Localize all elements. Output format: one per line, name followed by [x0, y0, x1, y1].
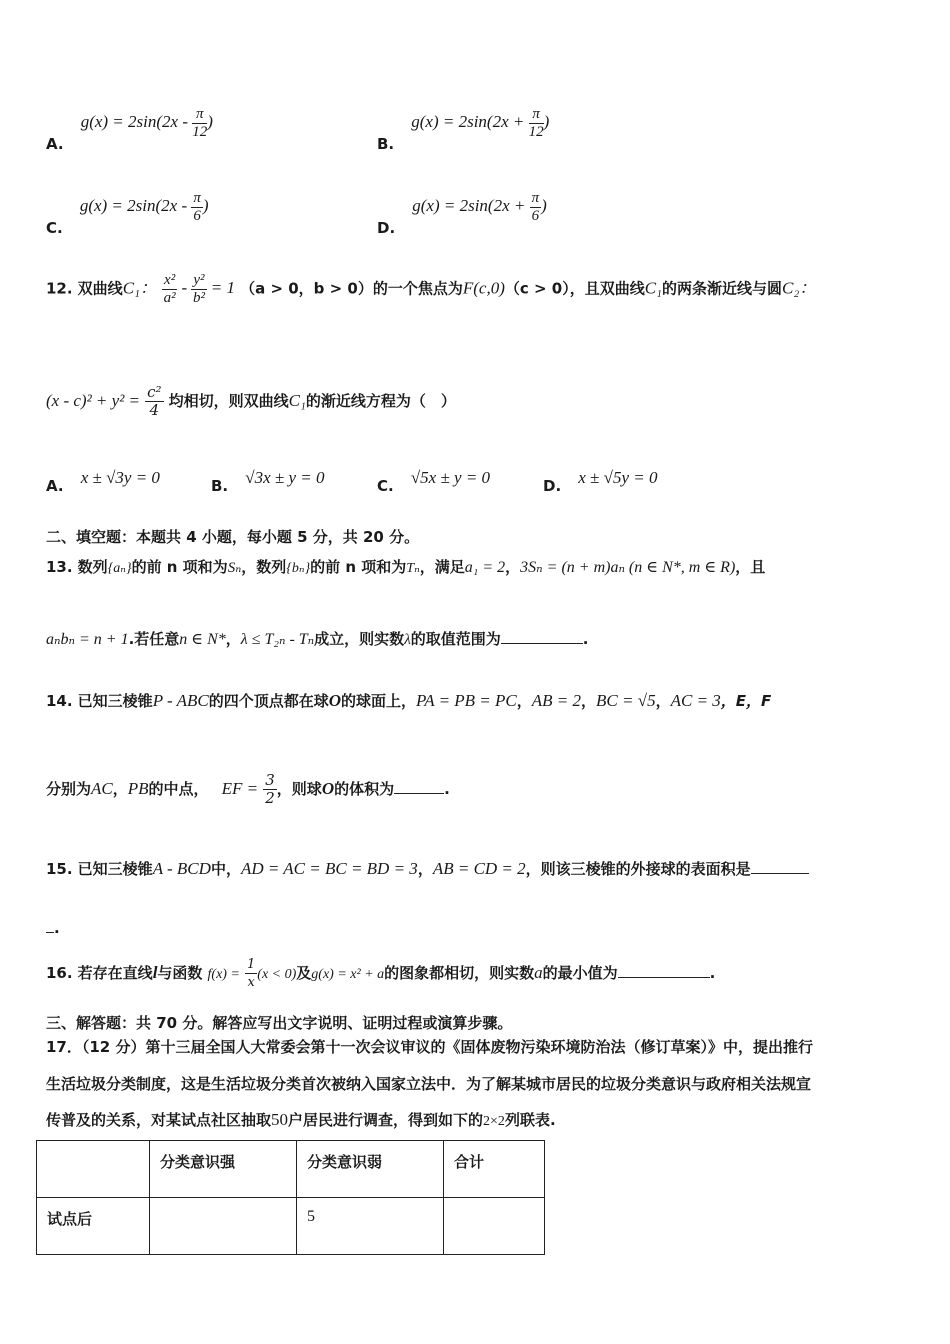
hyperbola-equation: $\frac{\text{x²}}{\text{a²}}$ - $\frac{\text{y²}}{\text{b²}}$ = 1: [163, 272, 235, 306]
q17-line2: 生活垃圾分类制度，这是生活垃圾分类首次被纳入国家立法中．为了解某城市居民的垃圾分类意识与政府相关法规宣: [46, 1075, 812, 1093]
table-cell: 试点后: [37, 1198, 150, 1255]
option-formula: g(x) = 2sin(2x + $\frac{\pi}{6}$ ): [412, 190, 547, 224]
option-label: D.: [377, 219, 396, 238]
q12-line2: [46, 384, 456, 419]
hyperbola-name: C₁：: [122, 278, 157, 298]
text: （a > 0，b > 0）的一个焦点为: [240, 279, 463, 298]
circle-radius-fraction: $\frac{\text{c²}}{4}$: [147, 383, 162, 419]
q12-option-b: B. √3x ± y = 0: [211, 468, 325, 495]
table-cell: [444, 1198, 545, 1255]
table-header-cell: 分类意识强: [150, 1141, 297, 1198]
circle-equation: (x - c)² + y² =: [46, 391, 141, 410]
answer-blank[interactable]: [618, 963, 710, 978]
answer-blank[interactable]: [501, 629, 583, 644]
q13-line2: aₙbₙ = n + 1.若任意n ∈ N*，λ ≤ T₂ₙ - Tₙ成立，则实数λ的取值范围为 .: [46, 630, 589, 648]
answer-blank-continued[interactable]: [46, 918, 54, 933]
q11-option-c: [46, 190, 209, 238]
text: （c > 0），且双曲线: [504, 279, 645, 298]
q12-option-c: C. √5x ± y = 0: [377, 468, 491, 495]
q11-option-b: [377, 106, 550, 154]
q17-line3: 传普及的关系，对某试点社区抽取50户居民进行调查，得到如下的2×2列联表.: [46, 1110, 556, 1129]
ef-fraction: $\frac{3}{2}$: [265, 771, 275, 807]
answer-blank[interactable]: [394, 779, 444, 794]
focus: F(c,0): [462, 278, 505, 298]
sequence-b: {bₙ}: [286, 561, 311, 576]
option-label: A.: [46, 135, 64, 154]
q11-option-a: [46, 106, 213, 154]
table-header-cell: 分类意识弱: [297, 1141, 444, 1198]
contingency-table: [36, 1140, 545, 1255]
text: 的渐近线方程为（ ）: [305, 392, 456, 410]
option-label: C.: [46, 219, 63, 238]
text: 均相切，则双曲线: [168, 392, 289, 410]
q12-option-a: A. x ± √3y = 0: [46, 468, 160, 495]
q13-line1: 13. 数列{aₙ}的前 n 项和为Sₙ，数列{bₙ}的前 n 项和为Tₙ，满足a₁ = 2，3Sₙ = (n + m)aₙ (n ∈ N*, m ∈ R)，且: [46, 558, 766, 576]
q15-line1: 15. 已知三棱锥A - BCD中，AD = AC = BC = BD = 3，AB = CD = 2，则该三棱锥的外接球的表面积是: [46, 858, 809, 879]
section-heading: 三、解答题：共 70 分。解答应写出文字说明、证明过程或演算步骤。: [46, 1014, 513, 1032]
table-row: [37, 1198, 545, 1255]
q12-option-d: D. x ± √5y = 0: [543, 468, 658, 495]
f-fraction: $\frac{1}{x}$: [247, 957, 256, 990]
q16-line1: 16. 若存在直线l与函数 f(x) = $\frac{1}{x}$ (x < 0)及g(x) = x² + a的图象都相切，则实数a的最小值为 .: [46, 957, 716, 990]
option-formula: g(x) = 2sin(2x - $\frac{\pi}{12}$ ): [80, 106, 213, 140]
table-header-cell: 合计: [444, 1141, 545, 1198]
question-number: 12.: [46, 279, 73, 298]
table-cell: 5: [297, 1198, 444, 1255]
table-cell: [150, 1198, 297, 1255]
q14-line2: 分别为AC，PB的中点， EF = $\frac{3}{2}$ ，则球O的体积为 .: [46, 771, 450, 807]
q12-line1: [46, 272, 816, 307]
text: 的两条渐近线与圆: [661, 279, 782, 298]
text: 双曲线: [77, 279, 123, 298]
option-label: B.: [377, 135, 395, 154]
q11-option-d: [377, 190, 547, 238]
circle-name: C₂：: [781, 278, 817, 298]
table-header-row: [37, 1141, 545, 1198]
q15-line2: .: [46, 918, 60, 937]
table-header-cell: [37, 1141, 150, 1198]
hyperbola-name: C₁: [644, 278, 662, 298]
answer-blank[interactable]: [751, 859, 809, 874]
q17-line1: 17．（12 分）第十三届全国人大常委会第十一次会议审议的《固体废物污染环境防治法（修订草案）》中，提出推行: [46, 1038, 813, 1056]
sequence-a: {aₙ}: [107, 561, 132, 576]
option-formula: g(x) = 2sin(2x + $\frac{\pi}{12}$ ): [411, 106, 550, 140]
option-formula: g(x) = 2sin(2x - $\frac{\pi}{6}$ ): [79, 190, 209, 224]
section-heading: 二、填空题：本题共 4 小题，每小题 5 分，共 20 分。: [46, 528, 420, 546]
hyperbola-name: C₁: [288, 391, 306, 410]
q14-line1: 14. 已知三棱锥P - ABC的四个顶点都在球O的球面上，PA = PB = PC，AB = 2，BC = √5，AC = 3，E，F: [46, 691, 772, 710]
